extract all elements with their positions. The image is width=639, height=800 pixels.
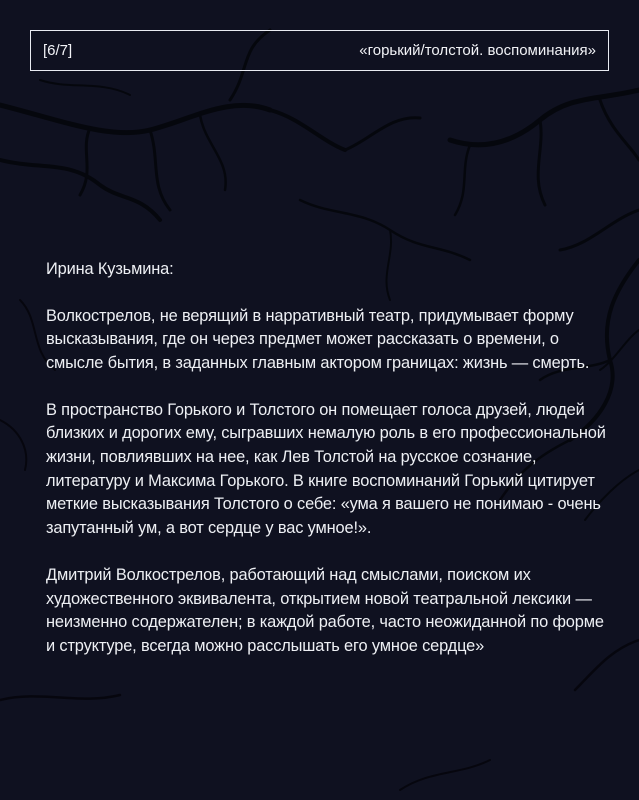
author-name: Ирина Кузьмина:	[46, 260, 174, 278]
header-title: «горький/толстой. воспоминания»	[359, 42, 596, 59]
paragraph-2: В пространство Горького и Толстого он помещает голоса друзей, людей близких и дорогих ему, сыгравших немалую роль в его профессиональной жизни, повлиявших на нее, как Лев Толстой на русское сознание, литературу и Максима Горького. В книге воспоминаний Горький цитирует меткие высказывания Толстого о себе: «ума я вашего не понимаю - очень запутанный ум, а вот сердце у вас умное!».	[46, 400, 606, 537]
page-counter: [6/7]	[43, 42, 73, 59]
paragraph-1: Волкострелов, не верящий в нарративный театр, придумывает форму высказывания, где он через предмет может рассказать о времени, о смысле бытия, в заданных главным актором границах: жизнь — смерть.	[46, 306, 590, 372]
article-content	[46, 258, 611, 658]
paragraph-3: Дмитрий Волкострелов, работающий над смыслами, поиском их художественного эквивалента, открытием новой театральной лексики — неизменно содержателен; в каждой работе, часто неожиданной по форме и структуре, всегда можно расслышать его умное сердце»	[46, 565, 604, 655]
header-bar	[30, 30, 609, 71]
